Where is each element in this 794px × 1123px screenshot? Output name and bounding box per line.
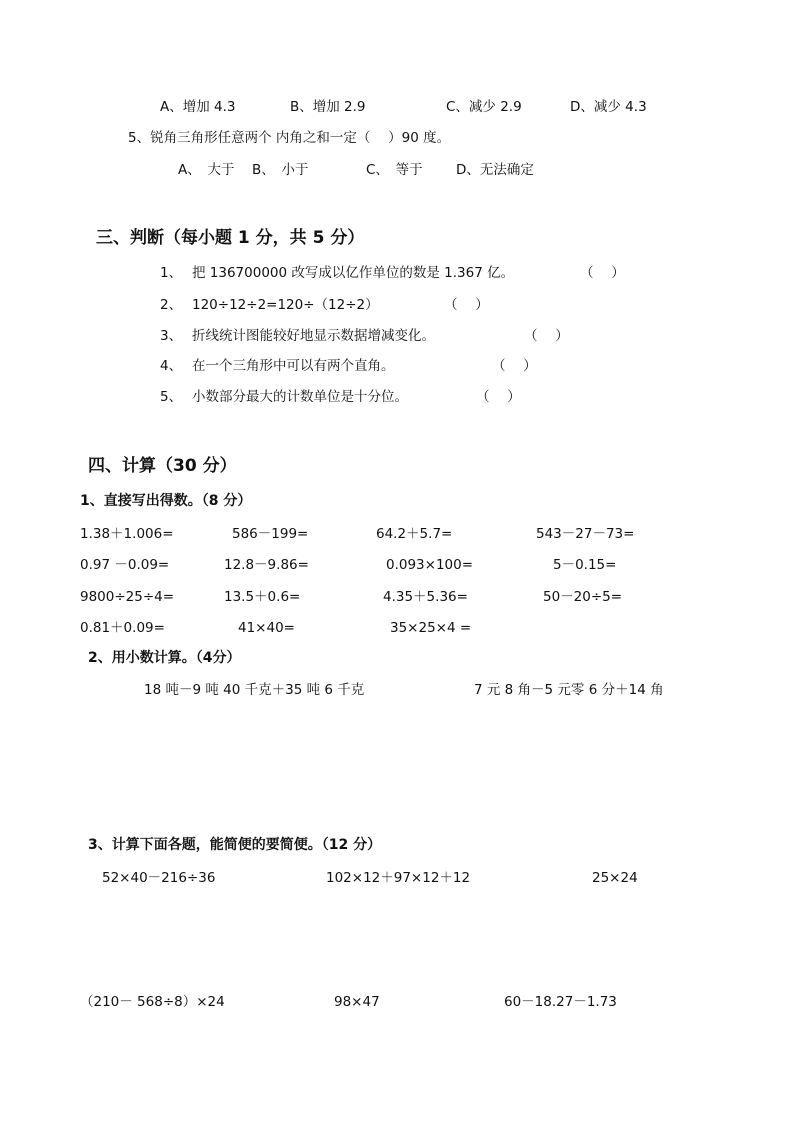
part3-item: 102×12＋97×12＋12	[326, 870, 471, 886]
calc-item: 13.5＋0.6=	[224, 589, 301, 605]
section3-title: 三、判断（每小题 1 分，共 5 分）	[96, 228, 365, 248]
judge-3-blank[interactable]: （ ）	[524, 328, 569, 344]
calc-item: 0.093×100=	[386, 557, 474, 573]
judge-4-text: 在一个三角形中可以有两个直角。	[192, 358, 395, 374]
judge-3-num: 3、	[160, 328, 183, 344]
calc-item: 0.81＋0.09=	[80, 620, 165, 636]
judge-1-blank[interactable]: （ ）	[580, 265, 625, 281]
q5-option-a: A、 大于	[178, 162, 235, 178]
calc-item: 1.38＋1.006=	[80, 526, 174, 542]
q4-option-a: A、增加 4.3	[160, 99, 236, 115]
calc-item: 0.97 －0.09=	[80, 557, 170, 573]
q5-option-d: D、无法确定	[456, 162, 534, 178]
calc-item: 9800÷25÷4=	[80, 589, 175, 605]
judge-4-blank[interactable]: （ ）	[492, 358, 537, 374]
part1-title: 1、直接写出得数。（8 分）	[80, 493, 252, 509]
judge-2-num: 2、	[160, 297, 183, 313]
calc-item: 35×25×4 =	[390, 620, 472, 636]
part3-item: 52×40－216÷36	[102, 870, 216, 886]
calc-item: 586－199=	[232, 526, 309, 542]
calc-item: 12.8－9.86=	[224, 557, 309, 573]
q4-option-b: B、增加 2.9	[290, 99, 366, 115]
q5-option-c: C、 等于	[366, 162, 423, 178]
judge-4-num: 4、	[160, 358, 183, 374]
section4-title: 四、计算（30 分）	[88, 456, 237, 476]
part3-item: 25×24	[592, 870, 638, 886]
calc-item: 64.2＋5.7=	[376, 526, 453, 542]
judge-5-num: 5、	[160, 389, 183, 405]
part2-item-1: 18 吨－9 吨 40 千克＋35 吨 6 千克	[144, 682, 365, 698]
q4-option-d: D、减少 4.3	[570, 99, 647, 115]
part2-title: 2、用小数计算。（4分）	[88, 650, 241, 666]
part3-item: 98×47	[334, 994, 380, 1010]
calc-item: 543－27－73=	[536, 526, 635, 542]
q5-option-b: B、 小于	[252, 162, 309, 178]
part2-item-2: 7 元 8 角－5 元零 6 分＋14 角	[474, 682, 664, 698]
part3-item: （210－ 568÷8）×24	[80, 994, 225, 1010]
part3-title: 3、计算下面各题，能简便的要简便。（12 分）	[88, 837, 382, 853]
q5-question: 5、锐角三角形任意两个 内角之和一定（ ）90 度。	[128, 130, 451, 146]
judge-3-text: 折线统计图能较好地显示数据增减变化。	[192, 328, 435, 344]
calc-item: 41×40=	[238, 620, 295, 636]
judge-1-num: 1、	[160, 265, 183, 281]
judge-2-blank[interactable]: （ ）	[444, 297, 489, 313]
judge-1-text: 把 136700000 改写成以亿作单位的数是 1.367 亿。	[192, 265, 515, 281]
calc-item: 50－20÷5=	[543, 589, 623, 605]
judge-5-text: 小数部分最大的计数单位是十分位。	[192, 389, 408, 405]
calc-item: 5－0.15=	[553, 557, 617, 573]
calc-item: 4.35＋5.36=	[383, 589, 468, 605]
q4-option-c: C、减少 2.9	[446, 99, 522, 115]
judge-2-text: 120÷12÷2=120÷（12÷2）	[192, 297, 379, 313]
part3-item: 60－18.27－1.73	[504, 994, 617, 1010]
judge-5-blank[interactable]: （ ）	[476, 389, 521, 405]
